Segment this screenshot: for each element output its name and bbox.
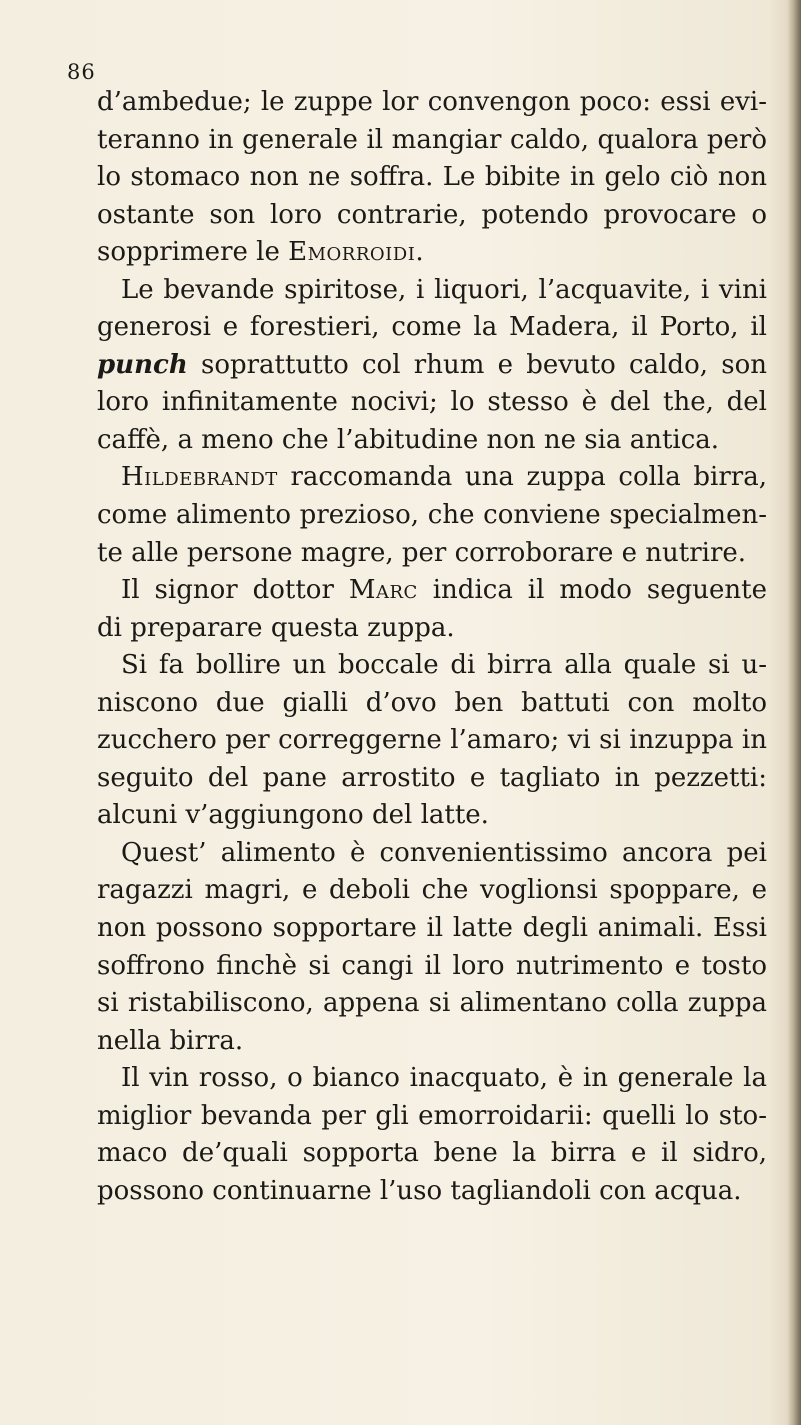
- text-segment: ragazzi magri, e deboli che voglionsi spoppare, e: [97, 875, 767, 906]
- text-line: [97, 422, 767, 460]
- text-segment: Si fa bollire un boccale di birra alla quale si u-: [121, 650, 767, 681]
- text-line: [97, 985, 767, 1023]
- text-line: [97, 610, 767, 648]
- text-line: [97, 535, 767, 573]
- text-segment: sopprimere le: [97, 237, 289, 268]
- text-line: [97, 1060, 767, 1098]
- text-line: [97, 1173, 767, 1211]
- text-line: [97, 760, 767, 798]
- text-segment: lo stomaco non ne soffra. Le bibite in gelo ciò non: [97, 162, 767, 193]
- text-line: [97, 159, 767, 197]
- text-line: [97, 572, 767, 610]
- text-segment: .: [415, 237, 424, 268]
- text-line: [97, 347, 767, 385]
- text-line: [97, 234, 767, 272]
- text-segment: come alimento prezioso, che conviene specialmen-: [97, 500, 767, 531]
- text-line: [97, 459, 767, 497]
- text-line: [97, 384, 767, 422]
- text-segment: raccomanda una zuppa colla birra,: [277, 462, 767, 493]
- text-line: [97, 835, 767, 873]
- text-segment: non possono sopportare il latte degli animali. Essi: [97, 913, 767, 944]
- text-segment: alcuni v’aggiungono del latte.: [97, 800, 489, 831]
- text-segment: maco de’quali sopporta bene la birra e il sidro,: [97, 1138, 767, 1169]
- italic-term: punch: [97, 349, 188, 380]
- text-segment: caffè, a meno che l’abitudine non ne sia antica.: [97, 424, 720, 455]
- text-line: [97, 1023, 767, 1061]
- text-line: [97, 685, 767, 723]
- text-line: [97, 122, 767, 160]
- text-line: [97, 497, 767, 535]
- text-segment: possono continuarne l’uso tagliandoli con acqua.: [97, 1175, 742, 1206]
- text-segment: indica il modo seguente: [417, 575, 767, 606]
- small-caps-name: Hildebrandt: [121, 462, 278, 493]
- text-segment: Il vin rosso, o bianco inacquato, è in generale la: [121, 1063, 767, 1094]
- text-segment: te alle persone magre, per corroborare e nutrire.: [97, 537, 747, 568]
- text-segment: soprattutto col rhum e bevuto caldo, son: [187, 349, 767, 380]
- text-segment: si ristabiliscono, appena si alimentano colla zuppa: [97, 988, 767, 1019]
- text-line: [97, 309, 767, 347]
- text-line: [97, 1098, 767, 1136]
- text-line: [97, 197, 767, 235]
- text-line: [97, 272, 767, 310]
- text-segment: d’ambedue; le zuppe lor convengon poco: essi evi-: [97, 87, 767, 117]
- text-segment: nella birra.: [97, 1025, 244, 1056]
- text-segment: seguito del pane arrostito e tagliato in pezzetti:: [97, 762, 767, 793]
- page-edge-shadow: [787, 0, 801, 1425]
- text-line: [97, 1135, 767, 1173]
- text-line: [97, 84, 767, 122]
- page-number: 86: [67, 60, 96, 84]
- text-line: [97, 722, 767, 760]
- text-segment: loro infinitamente nocivi; lo stesso è del the, del: [97, 387, 767, 418]
- text-segment: Quest’ alimento è convenientissimo ancora pei: [121, 837, 767, 868]
- text-segment: Le bevande spiritose, i liquori, l’acquavite, i vini: [121, 274, 767, 305]
- small-caps-name: Emorroidi: [288, 237, 416, 268]
- text-line: [97, 948, 767, 986]
- text-segment: teranno in generale il mangiar caldo, qualora però: [97, 124, 767, 155]
- text-segment: miglior bevanda per gli emorroidarii: quelli lo sto-: [97, 1100, 767, 1131]
- text-segment: generosi e forestieri, come la Madera, il Porto, il: [97, 312, 767, 343]
- text-segment: Il signor dottor: [121, 575, 349, 606]
- small-caps-name: Marc: [348, 575, 418, 606]
- text-line: [97, 910, 767, 948]
- text-line: [97, 647, 767, 685]
- body-text: [97, 84, 767, 1210]
- text-segment: soffrono finchè si cangi il loro nutrimento e tosto: [97, 950, 767, 981]
- text-segment: niscono due gialli d’ovo ben battuti con molto: [97, 687, 767, 718]
- text-segment: ostante son loro contrarie, potendo provocare o: [97, 199, 767, 230]
- text-segment: di preparare questa zuppa.: [97, 612, 455, 643]
- text-line: [97, 797, 767, 835]
- text-segment: zucchero per correggerne l’amaro; vi si inzuppa in: [97, 725, 767, 756]
- text-line: [97, 872, 767, 910]
